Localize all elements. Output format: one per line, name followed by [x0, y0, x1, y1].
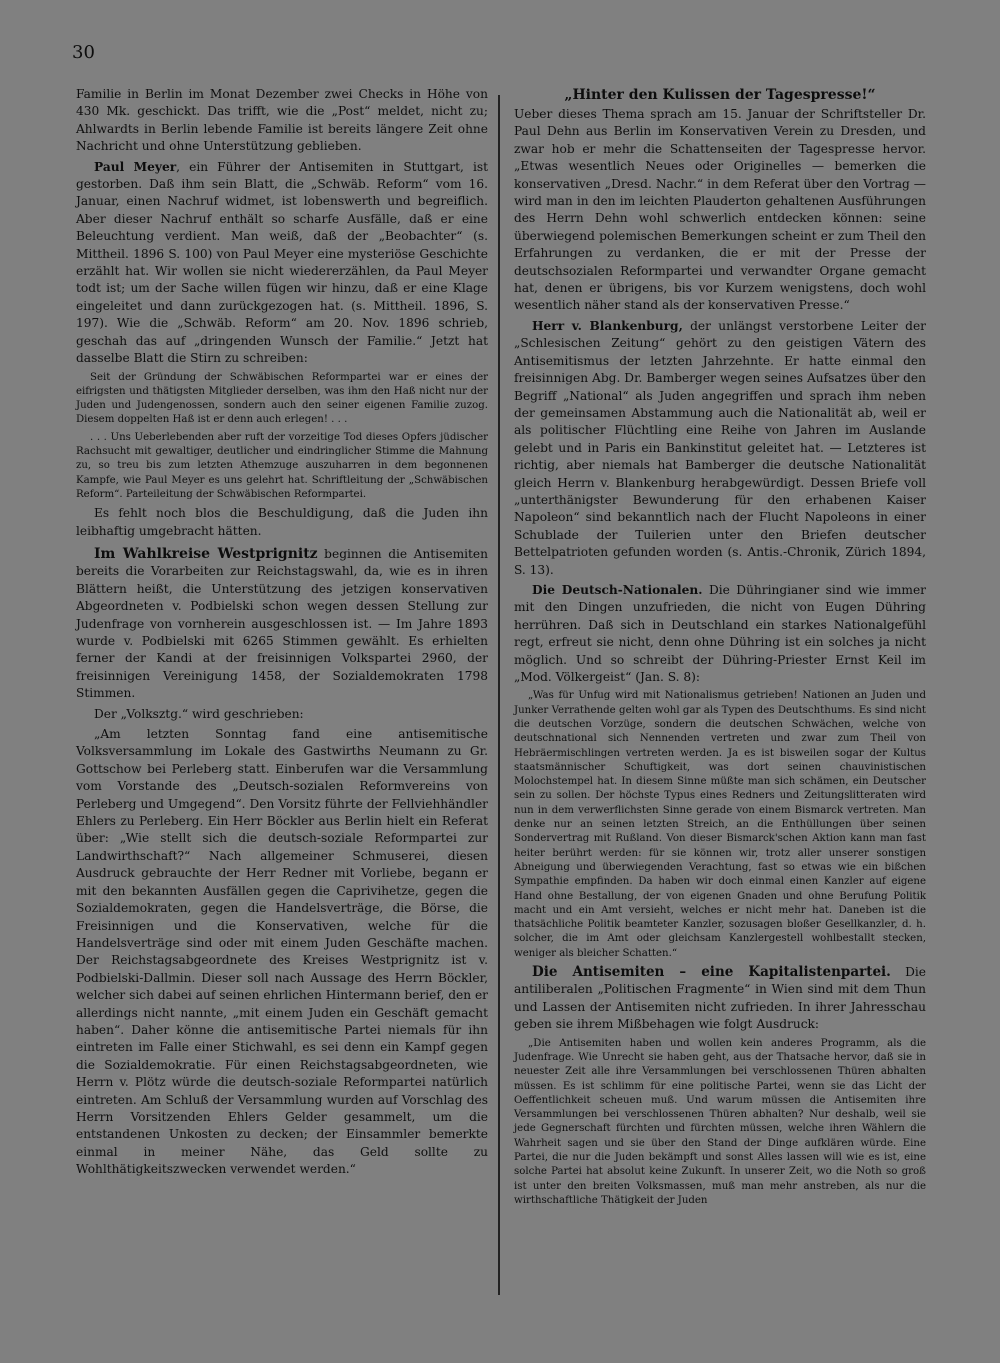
- paragraph: [514, 964, 926, 1034]
- paragraph: Der „Volksztg.“ wird geschrieben:: [94, 706, 304, 721]
- paragraph: Es fehlt noch blos die Beschuldigung, daß die Juden ihn leibhaftig umgebracht hätten.: [76, 506, 488, 538]
- quote: „Die Antisemiten haben und wollen kein anderes Programm, als die Judenfrage. Wie Unrecht sie haben geht, aus der Thatsache hervor, daß sie in neuester Zeit alle ihre Versammlungen bei verschlossenen Thüren abhalten müssen. Es ist schlimm für eine politische Partei, wenn sie das Licht der Oeffentlichkeit scheuen muß. Und warum müssen die Antisemiten ihre Versammlungen bei verschlossenen Thüren abhalten? Nur deshalb, weil sie jede Gegnerschaft fürchten und fürchten müssen, welche ihren Wählern die Wahrheit sagen und sie über den Stand der Dinge aufklären würde. Eine Partei, die nur die Juden bekämpft und sonst Alles lassen will wie es ist, eine solche Partei hat absolut keine Zukunft. In unserer Zeit, wo die Noth so groß ist unter den breiten Volksmassen, muß man mehr anstreben, als nur die wirthschaftliche Thätigkeit der Juden: [514, 1037, 926, 1206]
- section-heading: Die Antisemiten – eine Kapitalistenpartei.: [532, 964, 891, 981]
- paragraph: [76, 159, 488, 368]
- section-title: „Hinter den Kulissen der Tagespresse!“: [564, 87, 876, 103]
- quote: Seit der Gründung der Schwäbischen Reformpartei war er eines der eifrigsten und thätigsten Mitglieder derselben, was ihm den Haß nicht nur der Juden und Judengenossen, sondern auch den seiner eigenen Familie zuzog. Diesem doppelten Haß ist er denn auch erlegen! . . .: [76, 371, 488, 426]
- left-column: [76, 86, 488, 1182]
- paragraph-text: der unlängst verstorbene Leiter der „Schlesischen Zeitung“ gehört zu den geistigen Vätern des Antisemitismus der letzten Jahrzehnte. Er hatte einmal den freisinnigen Abg. Dr. Bamberger wegen seines Aufsatzes über den Begriff „National“ als Juden angegriffen und sprach ihm neben der gemeinsamen Abstammung auch die Nationalität ab, weil er als politischer Flüchtling eine Reihe von Jahren im Auslande gelebt und in Paris ein Bankinstitut geleitet hat. — Letzteres ist richtig, aber niemals hat Bamberger die deutsche Nationalität gleich Herrn v. Blankenburg herabgewürdigt. Dessen Briefe voll „unterthänigster Bewunderung für den erhabenen Kaiser Napoleon“ sind bekanntlich nach der Flucht Napoleons in einer Schublade der Tuilerien unter den Briefen deutscher Bettelpatrioten gefunden worden (s. Antis.-Chronik, Zürich 1894, S. 13).: [514, 318, 927, 577]
- right-column: [514, 86, 926, 1211]
- page-number: 30: [72, 42, 95, 63]
- section-heading: Paul Meyer: [94, 159, 177, 174]
- paragraph-text: , ein Führer der Antisemiten in Stuttgart, ist gestorben. Daß ihm sein Blatt, die „Schwäb. Reform“ vom 16. Januar, einen Nachruf widmet, ist lobenswerth und begreiflich. Aber dieser Nachruf enthält so scharfe Ausfälle, daß er eine Beleuchtung verdient. Man weiß, daß der „Beobachter“ (s. Mittheil. 1896 S. 100) von Paul Meyer eine mysteriöse Geschichte erzählt hat. Wir wollen sie nicht wiedererzählen, da Paul Meyer todt ist; um der Sache willen fügen wir hinzu, daß er eine Klage eingeleitet und dann zurückgezogen hat. (s. Mittheil. 1896, S. 197). Wie die „Schwäb. Reform“ am 20. Nov. 1896 schrieb, geschah das auf „dringenden Wunsch der Familie.“ Jetzt hat dasselbe Blatt die Stirn zu schreiben:: [76, 159, 488, 366]
- paragraph-text: Die Dühringianer sind wie immer mit den Dingen unzufrieden, die nicht von Eugen Dühring herrühren. Daß sich in Deutschland ein starkes Nationalgefühl regt, erfreut sie nicht, denn ohne Dühring ist ein solches ja nicht möglich. Und so schreibt der Dühring-Priester Ernst Keil im „Mod. Völkergeist“ (Jan. S. 8):: [514, 582, 926, 684]
- column-divider: [498, 95, 500, 1295]
- paragraph: [76, 546, 488, 703]
- paragraph: Ueber dieses Thema sprach am 15. Januar der Schriftsteller Dr. Paul Dehn aus Berlin im Konservativen Verein zu Dresden, und zwar hob er mehr die Schattenseiten der Tagespresse hervor. „Etwas wesentlich Neues oder Originelles — bemerken die konservativen „Dresd. Nachr.“ in dem Referat über den Vortrag — wird man in den im leichten Plauderton gehaltenen Ausführungen des Herrn Dehn wohl schwerlich entdecken können: seine überwiegend polemischen Bemerkungen scheint er zum Theil den Erfahrungen zu verdanken, die er mit der Presse der deutschsozialen Reformpartei und verwandter Organe gemacht hat, denen er übrigens, bis vor Kurzem wenigstens, doch wohl wesentlich näher stand als der konservativen Presse.“: [514, 107, 926, 313]
- paragraph: Familie in Berlin im Monat Dezember zwei Checks in Höhe von 430 Mk. geschickt. Das trifft, wie die „Post“ meldet, nicht zu; Ahlwardts in Berlin lebende Familie ist bereits längere Zeit ohne Nachricht und ohne Unterstützung geblieben.: [76, 87, 488, 154]
- section-heading: Herr v. Blankenburg,: [532, 318, 683, 333]
- quote: „Was für Unfug wird mit Nationalismus getrieben! Nationen an Juden und Junker Verrathende gelten wohl gar als Typen des Deutschthums. Es sind nicht die deutschen Vorzüge, sondern die deutschen Schwächen, welche von deutschnational sich Nennenden vertreten und zwar zum Theil von Hebräermischlingen vertreten werden. Ja es ist bisweilen sogar der Kultus staatsmännischer Schuftigkeit, was dort seinen chauvinistischen Molochstempel hat. In diesem Sinne müßte man sich schämen, ein Deutscher sein zu sollen. Der höchste Typus eines Redners und Zeitungslitteraten wird nun in dem verwerflichsten Sinne gerade von einem Bismarck vertreten. Man denke nur an seinen letzten Streich, an die Enthüllungen über seinen Sondervertrag mit Rußland. Von dieser Bismarck'schen Aktion kann man fast heiter berührt werden: für sie können wir, trotz aller unserer sonstigen Abneigung und überwiegenden Verachtung, fast so etwas wie ein bißchen Sympathie empfinden. Da haben wir doch einmal einen Kanzler auf eigene Hand ohne Bestallung, der von eigenen Gnaden und ohne Berufung Politik macht und ein Amt versieht, welches er nicht mehr hat. Daneben ist die thatsächliche Politik beamteter Kanzler, sozusagen bloßer Gesellkanzler, d. h. solcher, die im Amt oder gleichsam Kanzlergestell wohlbestallt stecken, weniger als bleicher Schatten.“: [514, 690, 926, 959]
- paragraph-text: beginnen die Antisemiten bereits die Vorarbeiten zur Reichstagswahl, da, wie es in ihren Blättern heißt, die Unterstützung des jetzigen konservativen Abgeordneten v. Podbielski schon wegen dessen Stellung zur Judenfrage von vornherein ausgeschlossen ist. — Im Jahre 1893 wurde v. Podbielski mit 6265 Stimmen gewählt. Es erhielten ferner der Kandi at der freisinnigen Volkspartei 2960, der freisinnigen Vereinigung 1458, der Sozialdemokraten 1798 Stimmen.: [76, 546, 488, 701]
- paragraph: „Am letzten Sonntag fand eine antisemitische Volksversammlung im Lokale des Gastwirths Neumann zu Gr. Gottschow bei Perleberg statt. Einberufen war die Versammlung vom Vorstande des „Deutsch-sozialen Reformvereins von Perleberg und Umgegend“. Den Vorsitz führte der Fellviehhändler Ehlers zu Perleberg. Ein Herr Böckler aus Berlin hielt ein Referat über: „Wie stellt sich die deutsch-soziale Reformpartei zur Landwirthschaft?“ Nach allgemeiner Schmuserei, diesen Ausdruck gebrauchte der Herr Redner mit Vorliebe, begann er mit den bekannten Ausfällen gegen die Caprivihetze, gegen die Sozialdemokraten, gegen die Handelsverträge, die Börse, die Freisinnigen und die Konservativen, welche für die Handelsverträge sind oder mit einem Juden Geschäfte machen. Der Reichstagsabgeordnete des Kreises Westprignitz ist v. Podbielski-Dallmin. Dieser soll nach Aussage des Herrn Böckler, welcher sich dabei auf seinen ehrlichen Hintermann berief, den er allerdings nicht nannte, „mit einem Juden ein Geschäft gemacht haben“. Daher könne die antisemitische Partei niemals für ihn eintreten im Falle einer Stichwahl, es sei denn ein Kampf gegen die Sozialdemokratie. Für einen Reichstagsabgeordneten, wie Herrn v. Plötz würde die deutsch-soziale Reformpartei natürlich eintreten. Am Schluß der Versammlung wurden auf Vorschlag des Herrn Vorsitzenden Ehlers Gelder gesammelt, um die entstandenen Unkosten zu decken; der Einsammler bemerkte einmal in meiner Nähe, das Geld sollte zu Wohlthätigkeitszwecken verwendet werden.“: [76, 727, 488, 1177]
- section-heading: Im Wahlkreise Westprignitz: [94, 545, 318, 562]
- section-heading: Die Deutsch-Nationalen.: [532, 582, 703, 597]
- paragraph: [514, 318, 926, 579]
- quote: . . . Uns Ueberlebenden aber ruft der vorzeitige Tod dieses Opfers jüdischer Rachsucht mit gewaltiger, deutlicher und eindringlicher Stimme die Mahnung zu, so treu bis zum letzten Athemzuge auszuharren in dem begonnenen Kampfe, wie Paul Meyer es uns gelehrt hat. Schriftleitung der „Schwäbischen Reform“. Parteileitung der Schwäbischen Reformpartei.: [76, 431, 488, 500]
- paragraph-text: Die antiliberalen „Politischen Fragmente“ in Wien sind mit dem Thun und Lassen der Antisemiten nicht zufrieden. In ihrer Jahresschau geben sie ihrem Mißbehagen wie folgt Ausdruck:: [514, 965, 926, 1032]
- paragraph: [514, 582, 926, 686]
